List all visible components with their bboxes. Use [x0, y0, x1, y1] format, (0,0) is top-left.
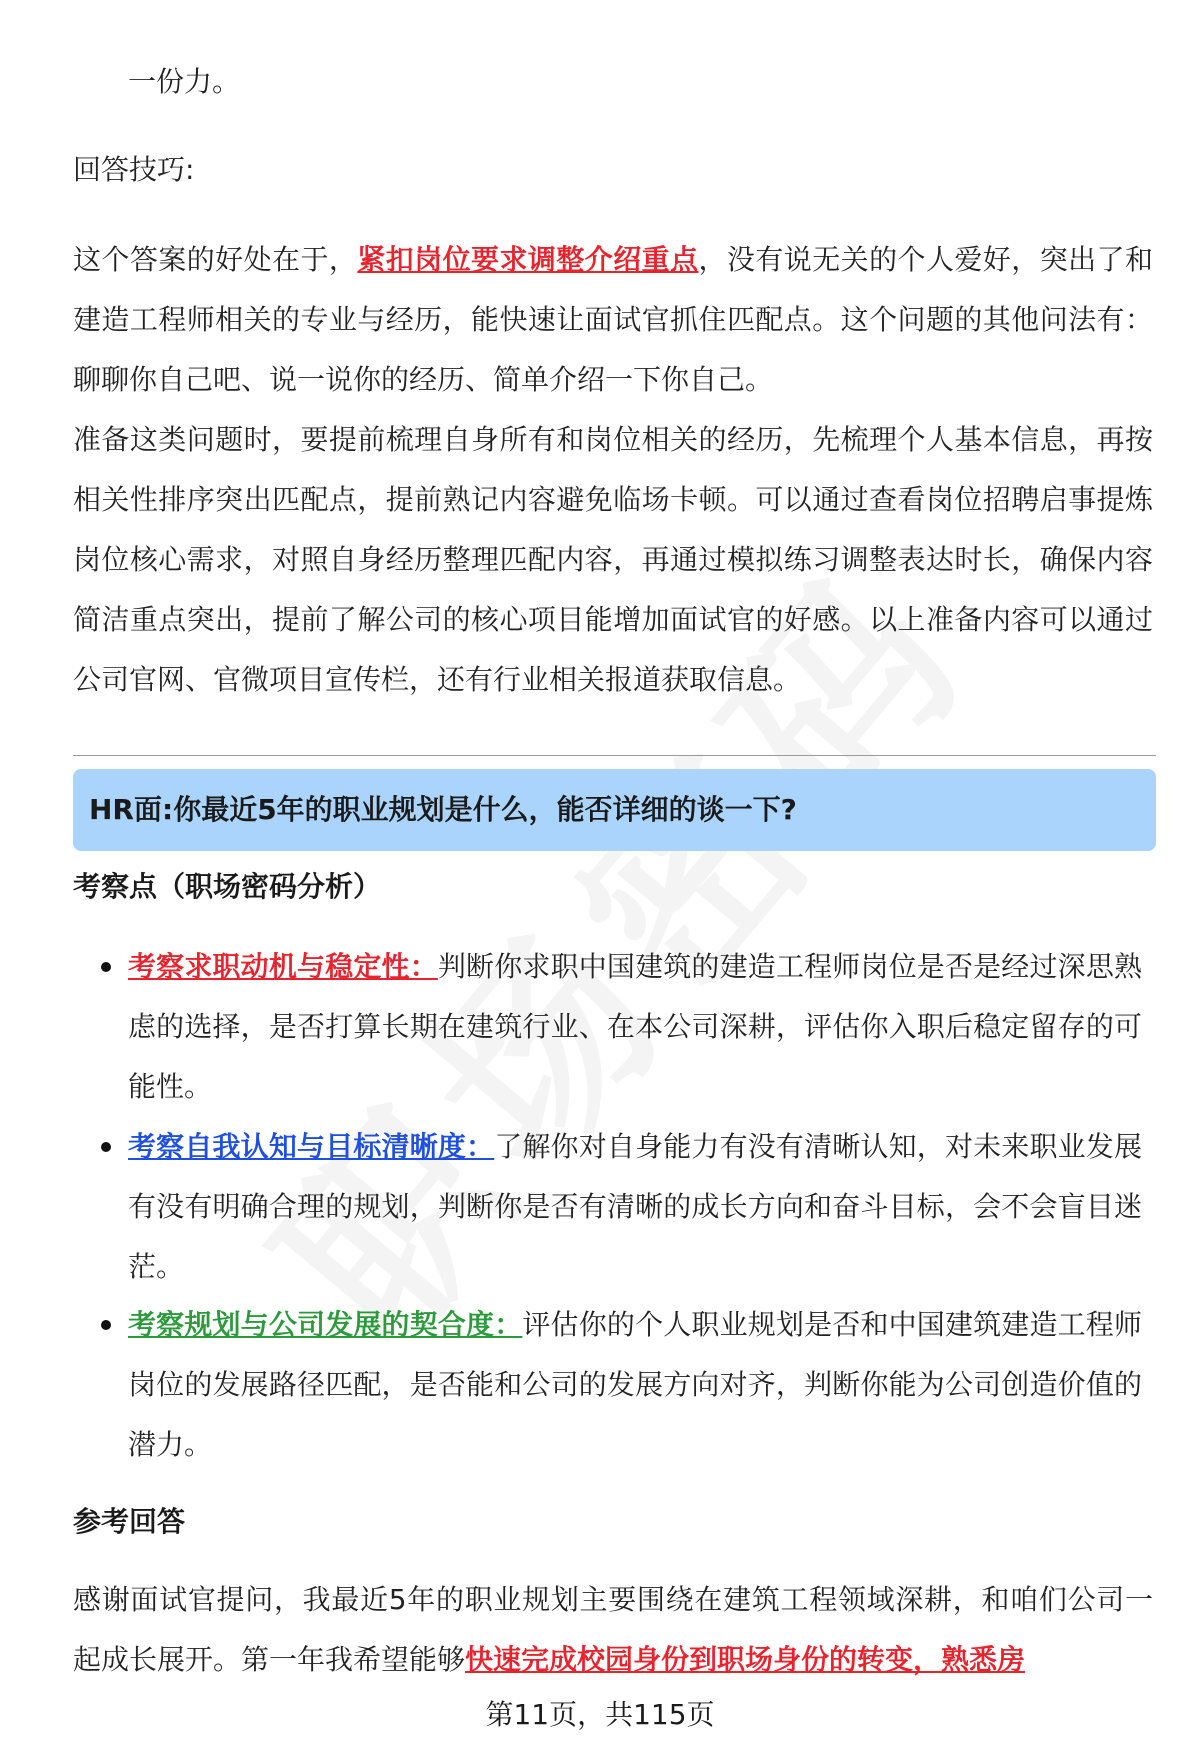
page-number-footer: 第11页，共115页: [485, 1698, 715, 1731]
focus-point-2: [128, 1117, 1142, 1297]
focus-point-3-label: 考察规划与公司发展的契合度：: [128, 1308, 523, 1341]
question-title: HR面:你最近5年的职业规划是什么，能否详细的谈一下?: [89, 793, 797, 826]
focus-point-1-label: 考察求职动机与稳定性：: [128, 950, 438, 983]
tips-paragraph-1: [73, 230, 1153, 410]
tips-heading: 回答技巧:: [73, 153, 195, 186]
focus-point-1-text: 判断你求职中国建筑的建造工程师岗位是否是经过深思熟虑的选择，是否打算长期在建筑行业、在本公司深耕，评估你入职后稳定留存的可能性。: [128, 950, 1142, 1103]
answer-paragraph: [73, 1570, 1153, 1690]
section-divider: [73, 755, 1156, 756]
answer-prefix: 感谢面试官提问，我最近5年的职业规划主要围绕在建筑工程领域深耕，和咱们公司一起成长展开。第一年我希望能够: [73, 1583, 1153, 1676]
focus-heading: 考察点（职场密码分析）: [73, 870, 382, 903]
bullet-dot: [101, 1320, 111, 1330]
tips-paragraph-2: 准备这类问题时，要提前梳理自身所有和岗位相关的经历，先梳理个人基本信息，再按相关性排序突出匹配点，提前熟记内容避免临场卡顿。可以通过查看岗位招聘启事提炼岗位核心需求，对照自身经历整理匹配内容，再通过模拟练习调整表达时长，确保内容简洁重点突出，提前了解公司的核心项目能增加面试官的好感。以上准备内容可以通过公司官网、官微项目宣传栏，还有行业相关报道获取信息。: [73, 423, 1153, 696]
answer-heading: 参考回答: [73, 1505, 186, 1538]
focus-point-3-text: 评估你的个人职业规划是否和中国建筑建造工程师岗位的发展路径匹配，是否能和公司的发展方向对齐，判断你能为公司创造价值的潜力。: [128, 1308, 1142, 1461]
focus-point-2-text: 了解你对自身能力有没有清晰认知，对未来职业发展有没有明确合理的规划，判断你是否有清晰的成长方向和奋斗目标，会不会盲目迷茫。: [128, 1130, 1142, 1283]
top-fragment: 一份力。: [128, 65, 241, 98]
bullet-dot: [101, 1142, 111, 1152]
tips-p1-prefix: 这个答案的好处在于，: [73, 243, 358, 276]
focus-point-3: [128, 1295, 1142, 1475]
focus-point-2-label: 考察自我认知与目标清晰度：: [128, 1130, 495, 1163]
tips-p1-suffix: ，没有说无关的个人爱好，突出了和建造工程师相关的专业与经历，能快速让面试官抓住匹配点。这个问题的其他问法有：聊聊你自己吧、说一说你的经历、简单介绍一下你自己。: [73, 243, 1153, 396]
tips-p1-highlight: 紧扣岗位要求调整介绍重点: [357, 243, 699, 276]
answer-highlight: 快速完成校园身份到职场身份的转变，熟悉房: [465, 1643, 1026, 1676]
focus-point-1: [128, 937, 1142, 1117]
bullet-dot: [101, 962, 111, 972]
question-banner: [73, 769, 1156, 851]
